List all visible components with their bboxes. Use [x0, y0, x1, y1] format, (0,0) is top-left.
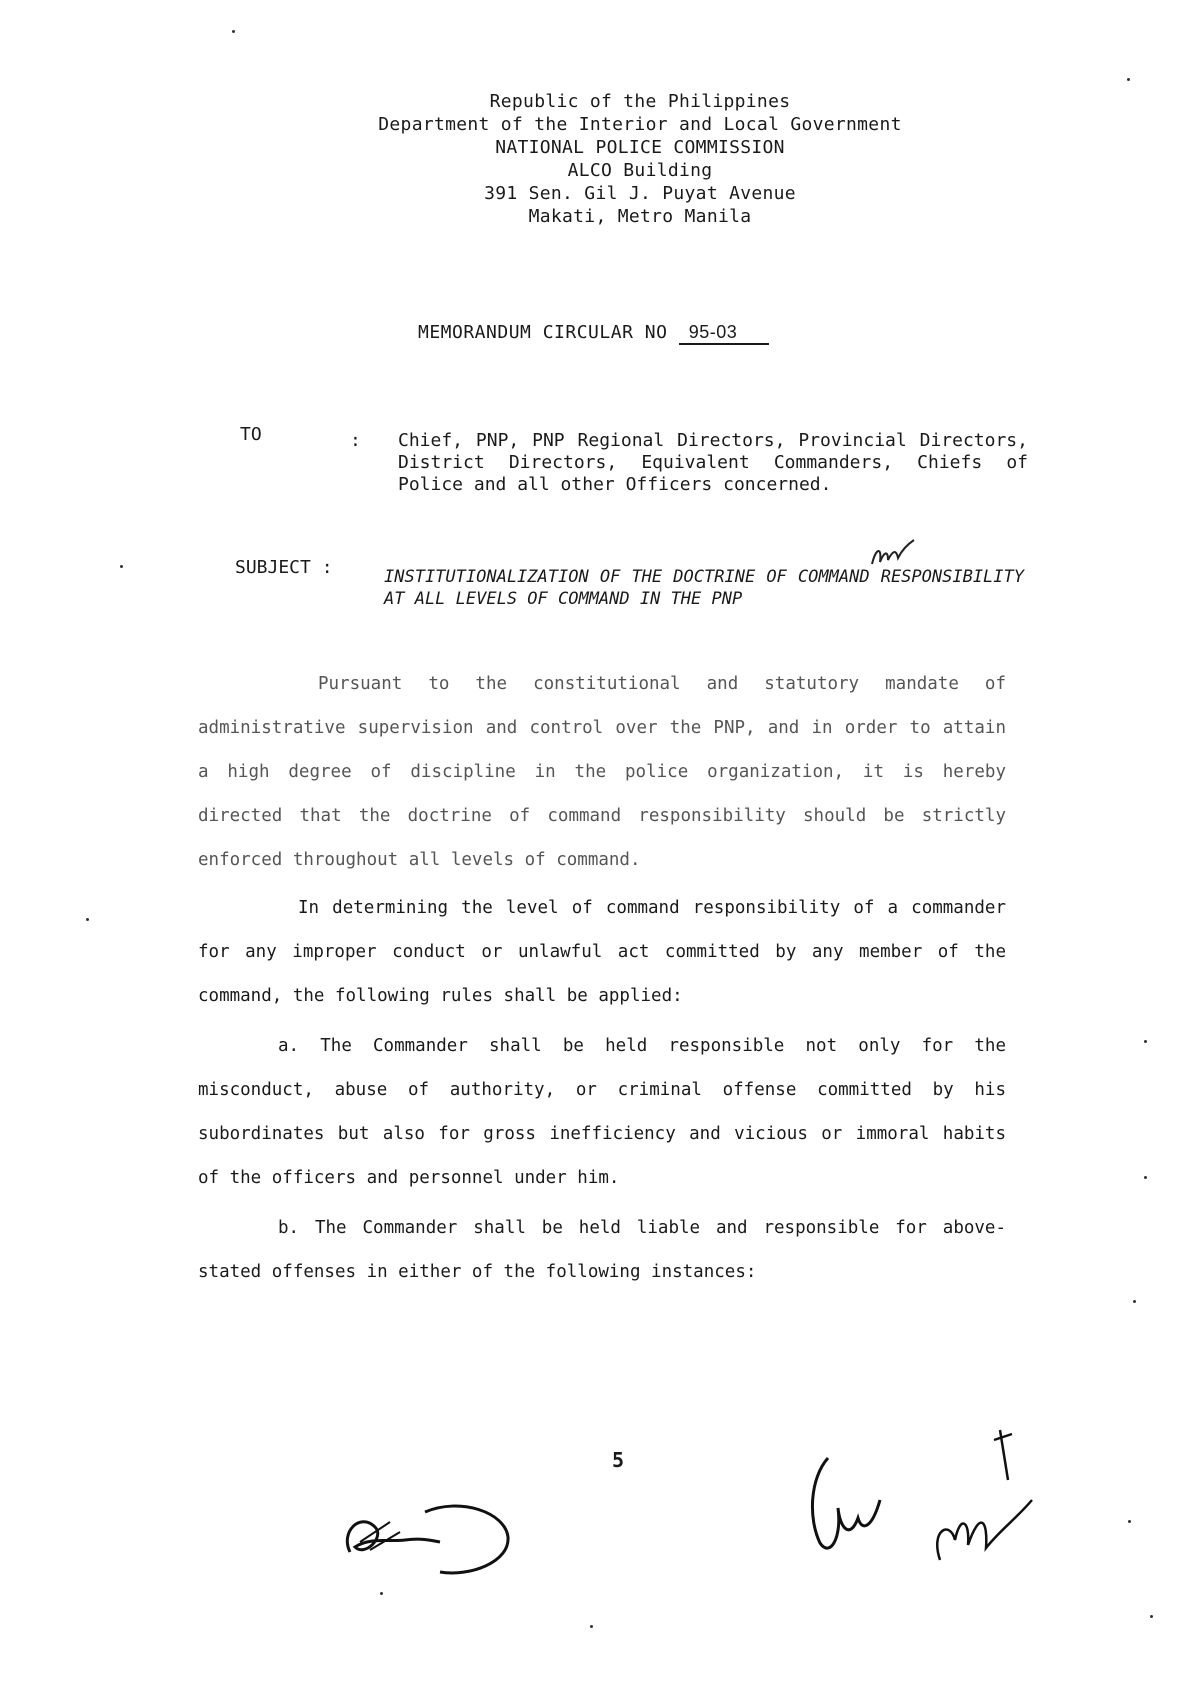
- scan-speck: [1133, 1300, 1136, 1303]
- scan-speck: [1128, 1520, 1131, 1523]
- paragraph-rules-intro: In determining the level of command responsibility of a commander for any improper conduct or unlawful act committed by any member of the command, the following rules shall be applied:: [198, 898, 1006, 1006]
- letterhead-city: Makati, Metro Manila: [528, 206, 752, 227]
- memo-title: [418, 322, 769, 345]
- to-label: TO: [240, 424, 262, 445]
- scan-speck: [1127, 78, 1130, 81]
- page-number: 5: [612, 1448, 625, 1472]
- scan-speck: [590, 1625, 593, 1628]
- memo-number: 95-03: [679, 322, 770, 345]
- letterhead-building: ALCO Building: [567, 160, 713, 181]
- to-recipients: Chief, PNP, PNP Regional Directors, Provincial Directors, District Directors, Equivalent Commanders, Chiefs of Police and all other Officers concerned.: [398, 430, 1028, 495]
- signature-right: [910, 1420, 1040, 1570]
- to-colon: :: [350, 430, 361, 451]
- scan-speck: [1144, 1040, 1147, 1043]
- paragraph-rule-b: b. The Commander shall be held liable and responsible for above-stated offenses in either of the following instances:: [198, 1218, 1006, 1282]
- scan-speck: [1150, 1615, 1153, 1618]
- memo-label: MEMORANDUM CIRCULAR NO: [418, 322, 668, 343]
- scan-speck: [86, 918, 89, 921]
- letterhead-commission: NATIONAL POLICE COMMISSION: [495, 137, 785, 158]
- subject-label: SUBJECT :: [235, 557, 333, 578]
- paragraph-mandate: Pursuant to the constitutional and statutory mandate of administrative supervision and control over the PNP, and in order to attain a high degree of discipline in the police organization, it is hereby directed that the doctrine of command responsibility should be strictly enforced throughout all levels of command.: [198, 674, 1006, 870]
- subject-text: INSTITUTIONALIZATION OF THE DOCTRINE OF COMMAND RESPONSIBILITY AT ALL LEVELS OF COMMAND IN THE PNP: [384, 567, 1024, 609]
- letterhead-country: Republic of the Philippines: [489, 91, 791, 112]
- letterhead-street: 391 Sen. Gil J. Puyat Avenue: [484, 183, 796, 204]
- scan-speck: [380, 1592, 383, 1595]
- scan-speck: [232, 30, 235, 33]
- initial-mark: [868, 538, 918, 572]
- scan-speck: [1144, 1176, 1147, 1179]
- letterhead-department: Department of the Interior and Local Government: [378, 114, 902, 135]
- scan-speck: [120, 565, 123, 568]
- signature-middle: [800, 1448, 910, 1558]
- memo-body: [198, 662, 1006, 1294]
- paragraph-rule-a: a. The Commander shall be held responsible not only for the misconduct, abuse of authority, or criminal offense committed by his subordinates but also for gross inefficiency and vicious or immoral habits of the officers and personnel under him.: [198, 1036, 1006, 1188]
- letterhead: [300, 90, 980, 228]
- signature-left: [330, 1492, 540, 1582]
